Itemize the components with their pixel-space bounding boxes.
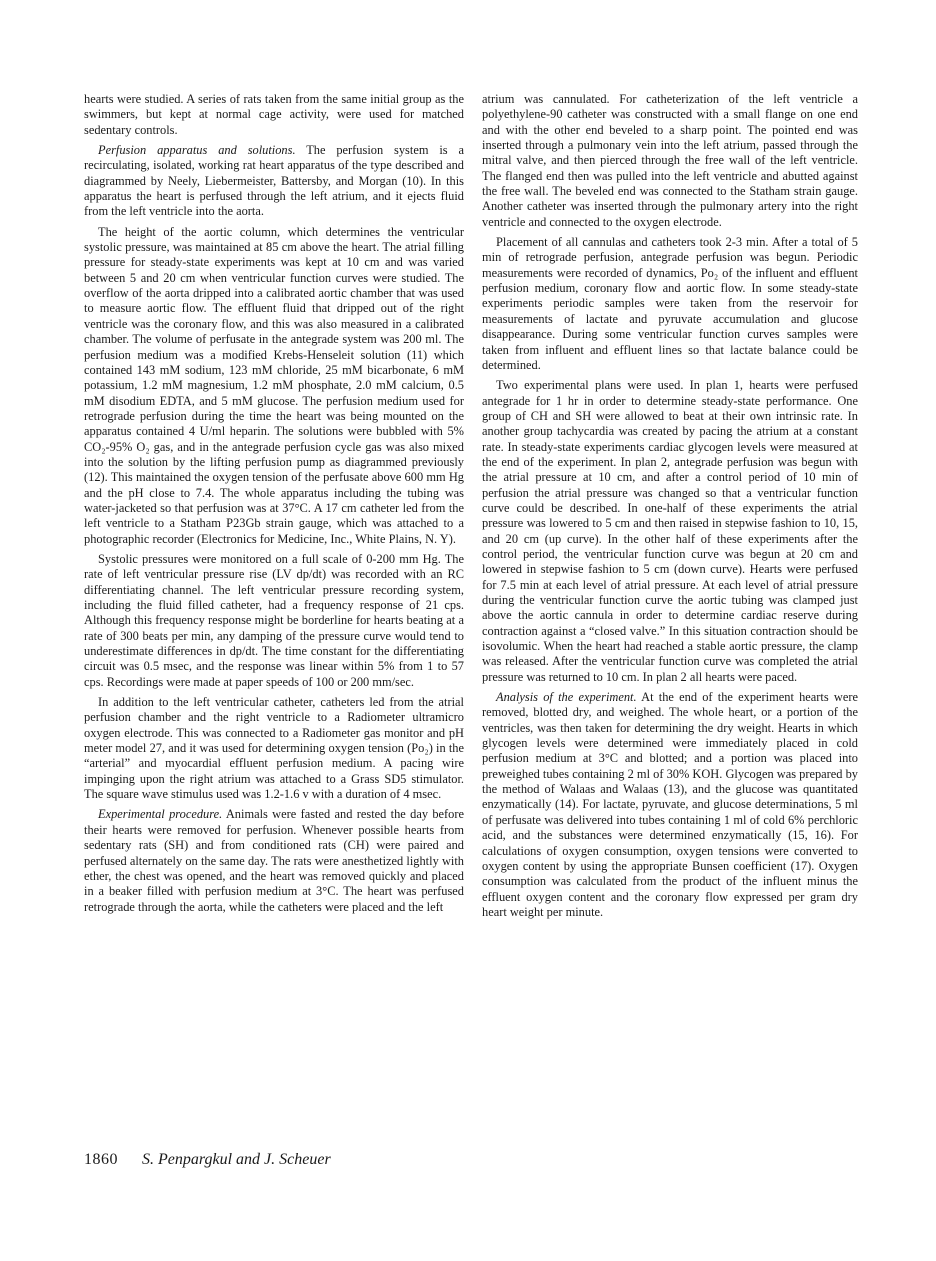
paragraph: In addition to the left ventricular catheter, catheters led from the atrial perfusion chamber and the right ventricle to a Radiometer ultramicro oxygen electrode. This was connected to a Radiometer gas monitor and pH meter model 27, and it was used for determining oxygen tension (Po₂) in the “arterial” and myocardial effluent perfusion medium. A pacing wire impinging upon the right atrium was attached to a Grass SD5 stimulator. The square wave stimulus used was 1.2-1.6 v with a duration of 4 msec.	[84, 695, 464, 802]
running-authors: S. Penpargkul and J. Scheuer	[142, 1151, 331, 1168]
paragraph: Placement of all cannulas and catheters took 2-3 min. After a total of 5 min of retrograde perfusion, antegrade perfusion was begun. Periodic measurements were recorded of dynamics, Po₂ of the influent and effluent perfusion medium, coronary flow and aortic flow. In some steady-state experiments periodic samples were taken from the reservoir for measurements of lactate and pyruvate accumulation and glucose disappearance. During some ventricular function curves samples were taken from influent and effluent lines so that lactate balance could be determined.	[482, 235, 858, 372]
paragraph: The height of the aortic column, which determines the ventricular systolic pressure, was maintained at 85 cm above the heart. The atrial filling pressure for steady-state experiments was kept at 10 cm and was varied between 5 and 20 cm when ventricular function curves were studied. The overflow of the aorta dripped into a calibrated aortic chamber that was used to measure aortic flow. The effluent fluid that dripped out of the right ventricle was the coronary flow, and this was also measured in a calibrated chamber. The volume of perfusate in the antegrade system was 200 ml. The perfusion medium was a modified Krebs-Henseleit solution (11) which contained 143 mM sodium, 123 mM chloride, 25 mM bicarbonate, 6 mM potassium, 1.2 mM magnesium, 1.2 mM phosphate, 2.0 mM calcium, 0.5 mM disodium EDTA, and 5 mM glucose. The perfusion medium used for retrograde perfusion during the time the heart was being mounted on the apparatus contained 4 U/ml heparin. The solutions were bubbled with 5% CO₂-95% O₂ gas, and in the antegrade perfusion cycle gas was also mixed into the solution by the lifting perfusion pump as diagrammed previously (12). This maintained the oxygen tension of the perfusate above 600 mm Hg and the pH close to 7.4. The whole apparatus including the tubing was water-jacketed so that perfusion was at 37°C. A 17 cm catheter led from the left ventricle to a Statham P23Gb strain gauge, which was attached to a photographic recorder (Electronics for Medicine, Inc., White Plains, N. Y).	[84, 224, 464, 546]
right-text-column	[482, 92, 858, 920]
section-paragraph	[84, 807, 464, 914]
paragraph: Systolic pressures were monitored on a full scale of 0-200 mm Hg. The rate of left ventricular pressure rise (LV dp/dt) was recorded with an RC differentiating channel. The left ventricular pressure recording system, including the fluid filled catheter, had a frequency response of 21 cps. Although this frequency response might be borderline for hearts beating at a rate of 300 beats per min, any damping of the pressure curve would tend to underestimate differences in dp/dt. The time constant for the differentiating circuit was 0.5 msec, and the response was linear within 5% from 1 to 57 cps. Recordings were made at paper speeds of 100 or 200 mm/sec.	[84, 551, 464, 689]
paragraph: hearts were studied. A series of rats taken from the same initial group as the swimmers, but kept at normal cage activity, were used for matched sedentary controls.	[84, 92, 464, 137]
page-footer	[84, 1150, 331, 1170]
section-heading: Perfusion apparatus and solutions.	[98, 143, 296, 158]
paragraph: atrium was cannulated. For catheterization of the left ventricle a polyethylene-90 catheter was constructed with a small flange on one end and with the other end beveled to a sharp point. The pointed end was inserted through a pulmonary vein into the left atrium, passed through the mitral valve, and then pierced through the free wall of the left ventricle. The flanged end then was pulled into the left ventricle and abutted against the free wall. The beveled end was connected to the Statham strain gauge. Another catheter was inserted through the pulmonary artery into the right ventricle and connected to the oxygen electrode.	[482, 92, 858, 229]
paragraph-body: Animals were fasted and rested the day before their hearts were removed for perfusion. Whenever possible hearts from sedentary rats (SH) and from conditioned rats (CH) were paired and perfused alternately on the same day. The rats were anesthetized lightly with ether, the chest was opened, and the heart was removed quickly and placed in a beaker filled with perfusion medium at 3°C. The heart was perfused retrograde through the aorta, while the catheters were placed and the left	[84, 807, 465, 914]
paragraph: Two experimental plans were used. In plan 1, hearts were perfused antegrade for 1 hr in order to determine steady-state performance. One group of CH and SH were allowed to beat at their own intrinsic rate. In another group tachycardia was created by pacing the atrium at a constant rate. In steady-state experiments cardiac glycogen levels were measured at the end of the experiment. In plan 2, antegrade perfusion was begun with the atrial pressure at 10 cm, and after a control period of 10 min of perfusion the atrial pressure was changed so that a ventricular function curve could be described. In one-half of these experiments the atrial pressure was lowered to 5 cm and then raised in stepwise fashion to 10, 15, and 20 cm (up curve). In the other half of these experiments after the control period, the ventricular function curve was begun at 20 cm and lowered in stepwise fashion to 5 cm (down curve). Hearts were perfused for 7.5 min at each level of atrial pressure. At each level of atrial pressure during the ventricular function curve the aortic tubing was clamped just above the aortic cannula in order to determine cardiac reserve during contraction against a “closed valve.” In this situation contraction should be isovolumic. When the heart had reached a stable aortic pressure, the clamp was released. After the ventricular function curve was completed the atrial pressure was returned to 10 cm. In plan 2 all hearts were paced.	[482, 378, 858, 684]
paragraph-body: At the end of the experiment hearts were removed, blotted dry, and weighed. The whole heart, or a portion of the ventricles, was then taken for determining the dry weight. Hearts in which glycogen levels were determined were immediately placed in cold perfusion medium at 3°C and blotted; and a portion was placed into preweighed tubes containing 2 ml of 30% KOH. Glycogen was prepared by the method of Walaas and Walaas (13), and the glucose was quantitated enzymatically (14). For lactate, pyruvate, and glucose determinations, 5 ml of perfusate was delivered into tubes containing 1 ml of cold 6% perchloric acid, and the substances were determined enzymatically (15, 16). For calculations of oxygen consumption, oxygen tensions were converted to oxygen content by using the appropriate Bunsen coefficient (17). Oxygen consumption was calculated from the product of the influent minus the effluent oxygen content and the coronary flow expressed per gram dry heart weight per minute.	[482, 690, 858, 919]
paragraph-body: The perfusion system is a recirculating, isolated, working rat heart apparatus of the type described and diagrammed by Neely, Liebermeister, Battersby, and Morgan (10). In this apparatus the heart is perfused through the left atrium, and it ejects fluid from the left ventricle into the aorta.	[84, 143, 465, 219]
section-heading: Experimental procedure.	[98, 807, 223, 822]
section-heading: Analysis of the experiment.	[496, 690, 637, 705]
section-paragraph	[482, 690, 858, 920]
section-paragraph	[84, 143, 464, 220]
left-text-column	[84, 92, 464, 915]
page-number: 1860	[84, 1151, 118, 1168]
